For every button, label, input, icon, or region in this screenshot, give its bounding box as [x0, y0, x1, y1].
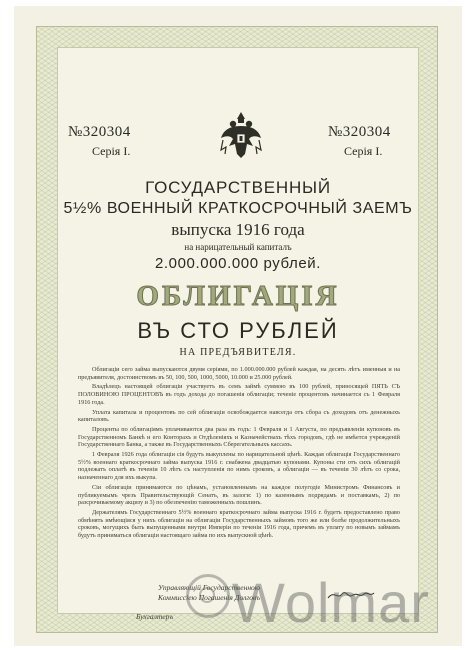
terms-paragraph: Уплата капитала и процентовъ по сей облигаціи освобождается навсегда отъ сбора съ доходовъ отъ денежныхъ капиталовъ.: [78, 408, 400, 424]
bond-denomination: ВЪ СТО РУБЛЕЙ: [137, 318, 339, 343]
terms-paragraph: Держателямъ Государственнаго 5½% военнаго краткосрочнаго займа выпуска 1916 г. будетъ предоставлено право обмѣнять имѣющіяся у нихъ облигаціи на облигаціи Государственныхъ займовъ того же или болѣе продолжительныхъ сроковъ, могущихъ быть выпущенными внутри Имперіи по теченіи 1916 года, причемъ въ уплату по новымъ займамъ будутъ приниматься облигаціи настоящаго займа по ихъ выпускной цѣнѣ.: [78, 508, 400, 540]
heading-loan-name: 5½% ВОЕННЫЙ КРАТКОСРОЧНЫЙ ЗАЕМЪ: [63, 200, 413, 217]
guilloche-frame: [36, 26, 438, 633]
signature-role-line2: Коммиссіею Погашенія Долговъ: [158, 593, 261, 602]
watermark-text: Wolmar: [232, 571, 430, 634]
bond-terms-text: [78, 366, 400, 542]
watermark-logo-icon: [186, 574, 230, 618]
terms-paragraph: Сіи облигаціи принимаются по цѣнамъ, установленнымъ на каждое полугодіе Министромъ Финансовъ и публикуемымъ чрезъ Правительствующій Сенатъ, въ залоги: 1) по казеннымъ подрядамъ и поставкамъ, 2) по разсрочиваемому акцизу и 3) по обезпеченію таможенныхъ пошлинъ.: [78, 483, 400, 507]
series-label-left: Серія I.: [92, 144, 131, 158]
series-label-right: Серія I.: [344, 144, 383, 158]
heading-issue-year: выпуска 1916 года: [171, 220, 305, 239]
bond-text-area: [57, 47, 419, 621]
terms-paragraph: 1 Февраля 1926 года облигаціи сія будутъ выкуплены по нарицательной цѣнѣ. Каждая облигація Государственнаго 5½% военнаго краткосрочнаго займа выпуска 1916 г. снабжена двадцатью купонами. Купоны сти отъ сихъ облигацій подлежатъ оплатѣ въ теченіи 10 лѣтъ съ наступленія по нимъ сроковъ, а облигаціи — въ теченіи 30 лѣтъ со срока, назначеннаго для ихъ выкупа.: [78, 451, 400, 482]
double-headed-eagle-icon: [219, 110, 263, 162]
serial-number-right: №320304: [328, 124, 391, 140]
signature-role-line1: Управляющій Государственною: [158, 583, 261, 592]
serial-number-left: №320304: [68, 124, 131, 140]
bond-bearer-note: НА ПРЕДЪЯВИТЕЛЯ.: [179, 347, 297, 358]
bond-paper: [14, 6, 462, 646]
bond-title: ОБЛИГАЦІЯ: [136, 280, 340, 312]
accountant-label: Бухгалтеръ: [136, 612, 174, 621]
heading-capital-amount: 2.000.000.000 рублей.: [154, 255, 322, 272]
heading-state: ГОСУДАРСТВЕННЫЙ: [145, 178, 331, 197]
terms-paragraph: Проценты по облигаціямъ уплачиваются два раза въ годъ: 1 Февраля и 1 Августа, по предъявленіи купоновъ въ Государственномъ Банкѣ и его Конторахъ и Отдѣленіяхъ и Казначействахъ тѣхъ городовъ, гдѣ не имѣется учрежденій Государственнаго Банка, а также въ Государственныхъ Сберегательныхъ кассахъ.: [78, 425, 400, 449]
terms-paragraph: Облигаціи сего займа выпускаются двумя серіями, по 1.000.000.000 рублей каждая, на десять лѣтъ именныя и на предъявителя, достоинствомъ въ 50, 100, 500, 1000, 5000, 10.000 и 25.000 рублей.: [78, 366, 400, 381]
heading-nominal-capital-label: на нарицательный капиталъ: [184, 242, 292, 252]
terms-paragraph: Владѣлецъ настоящей облигаціи участвуетъ въ семъ займѣ суммою въ 100 рублей, приносящей ПЯТЬ СЪ ПОЛОВИНОЮ ПРОЦЕНТОВЪ въ годъ дохода до погашенія облигаціи; теченіе процентовъ начинается съ 1 Февраля 1916 года.: [78, 383, 400, 406]
